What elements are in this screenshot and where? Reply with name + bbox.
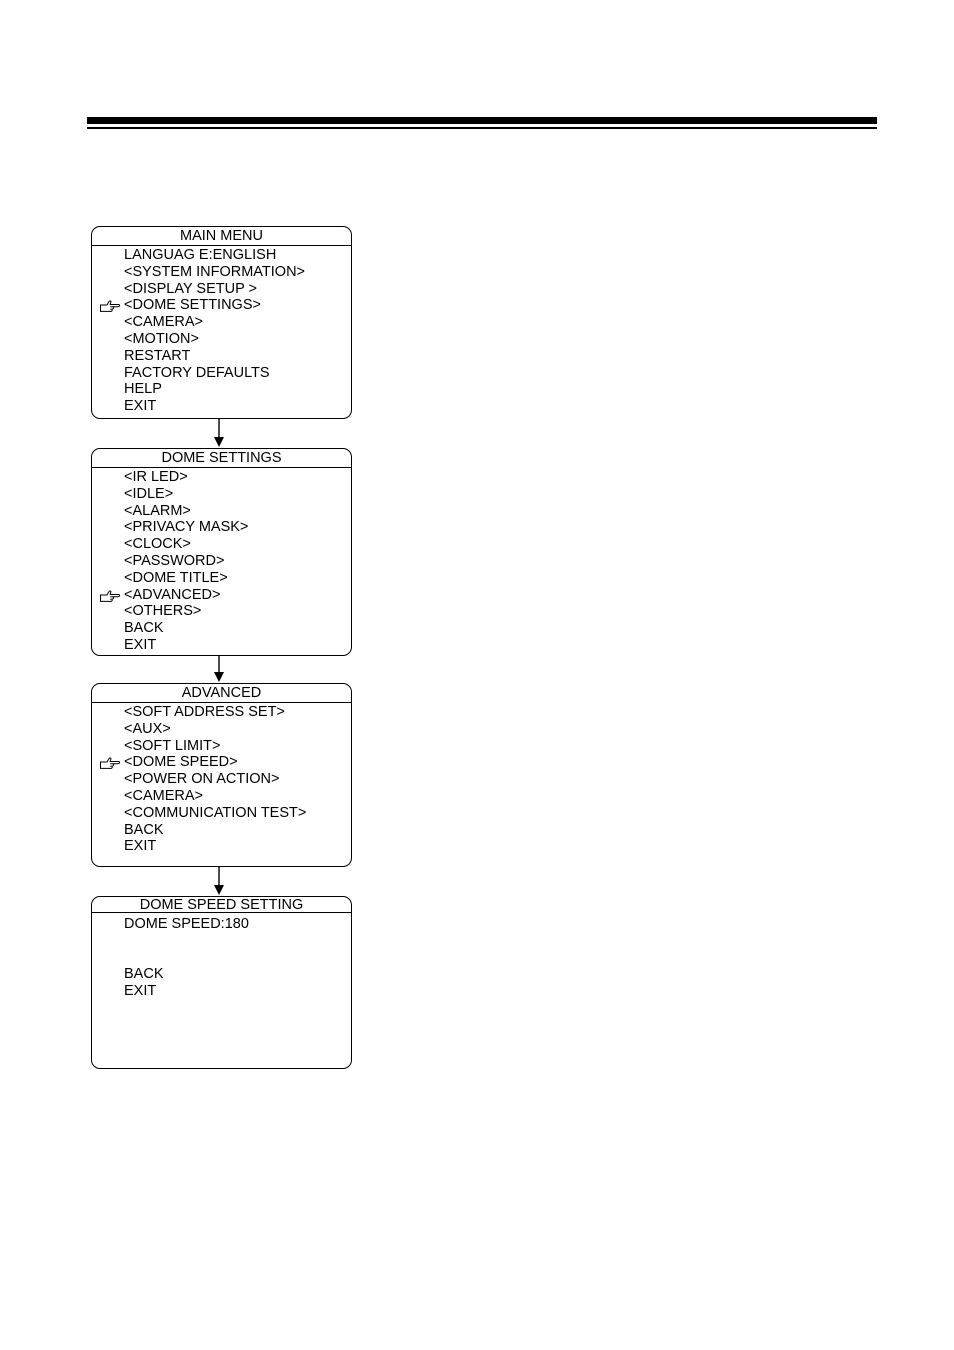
menu-item-label: <SOFT ADDRESS SET>: [124, 704, 285, 720]
menu-item[interactable]: [92, 933, 351, 950]
menu-item-label: BACK: [124, 821, 164, 838]
menu-item[interactable]: [92, 603, 351, 620]
menu-item-label: <COMMUNICATION TEST>: [124, 804, 307, 821]
menu-item-label: <PRIVACY MASK>: [124, 519, 249, 536]
menu-item-label: DOME SPEED:180: [124, 916, 249, 932]
menu-item[interactable]: [92, 738, 351, 755]
dome-settings-box: [91, 448, 352, 656]
menu-item[interactable]: [92, 916, 351, 933]
dome-speed-setting-box: [91, 896, 352, 1069]
menu-item-label: <ALARM>: [124, 502, 191, 519]
menu-item-label: <MOTION>: [124, 330, 199, 347]
menu-items: [92, 703, 351, 855]
menu-item-label: <DOME SPEED>: [124, 754, 238, 771]
menu-item[interactable]: [92, 486, 351, 503]
menu-item-label: <SOFT LIMIT>: [124, 737, 221, 754]
menu-item-label: <ADVANCED>: [124, 586, 221, 603]
menu-item[interactable]: [92, 331, 351, 348]
menu-item[interactable]: [92, 587, 351, 604]
menu-item-label: <CAMERA>: [124, 314, 203, 331]
menu-title: ADVANCED: [92, 684, 351, 703]
menu-item[interactable]: [92, 570, 351, 587]
menu-item-label: LANGUAG E:ENGLISH: [124, 247, 277, 263]
menu-title: MAIN MENU: [92, 227, 351, 246]
menu-item[interactable]: [92, 966, 351, 983]
menu-item[interactable]: [92, 950, 351, 967]
menu-item-label: <DOME SETTINGS>: [124, 297, 261, 314]
flow-arrow: [211, 867, 227, 896]
menu-title: DOME SETTINGS: [92, 449, 351, 468]
menu-item-label: <AUX>: [124, 720, 171, 737]
menu-item-label: <POWER ON ACTION>: [124, 771, 280, 788]
menu-items: [92, 246, 351, 415]
menu-item[interactable]: [92, 754, 351, 771]
menu-item[interactable]: [92, 788, 351, 805]
menu-title: DOME SPEED SETTING: [92, 897, 351, 913]
menu-item[interactable]: [92, 838, 351, 855]
menu-item-label: <DOME TITLE>: [124, 569, 228, 586]
menu-item[interactable]: [92, 348, 351, 365]
pointing-hand-icon: [99, 299, 121, 313]
menu-item[interactable]: [92, 771, 351, 788]
menu-item[interactable]: [92, 704, 351, 721]
menu-item[interactable]: [92, 281, 351, 298]
menu-item[interactable]: [92, 264, 351, 281]
menu-item-label: <IR LED>: [124, 469, 188, 485]
pointing-hand-icon: [99, 756, 121, 770]
menu-item-label: RESTART: [124, 347, 191, 364]
menu-item-label: <PASSWORD>: [124, 552, 225, 569]
pointing-hand-icon: [99, 589, 121, 603]
header-rule-thin: [87, 127, 877, 129]
menu-item[interactable]: [92, 365, 351, 382]
menu-item[interactable]: [92, 637, 351, 654]
menu-item[interactable]: [92, 381, 351, 398]
menu-item[interactable]: [92, 553, 351, 570]
menu-item-label: EXIT: [124, 636, 157, 653]
menu-item-label: BACK: [124, 966, 164, 983]
flow-arrow: [211, 656, 227, 683]
menu-item-label: EXIT: [124, 398, 157, 415]
header-rule-thick: [87, 117, 877, 124]
menu-item[interactable]: [92, 822, 351, 839]
menu-item[interactable]: [92, 983, 351, 1000]
menu-item[interactable]: [92, 536, 351, 553]
menu-item[interactable]: [92, 469, 351, 486]
menu-item[interactable]: [92, 297, 351, 314]
menu-item-label: BACK: [124, 620, 164, 637]
menu-item[interactable]: [92, 721, 351, 738]
menu-item-label: EXIT: [124, 838, 157, 855]
menu-item[interactable]: [92, 620, 351, 637]
menu-item-label: <CAMERA>: [124, 787, 203, 804]
main-menu-box: [91, 226, 352, 419]
menu-items: [92, 913, 351, 1000]
menu-item-label: HELP: [124, 381, 162, 398]
menu-item-label: <DISPLAY SETUP >: [124, 280, 257, 297]
menu-item[interactable]: [92, 519, 351, 536]
menu-item[interactable]: [92, 247, 351, 264]
flow-arrow: [211, 419, 227, 448]
menu-item-label: <SYSTEM INFORMATION>: [124, 263, 306, 280]
menu-item[interactable]: [92, 805, 351, 822]
menu-item-label: <IDLE>: [124, 485, 174, 502]
menu-item[interactable]: [92, 503, 351, 520]
menu-item[interactable]: [92, 398, 351, 415]
menu-item-label: <OTHERS>: [124, 603, 202, 620]
menu-items: [92, 468, 351, 654]
menu-item-label: FACTORY DEFAULTS: [124, 364, 270, 381]
menu-item[interactable]: [92, 314, 351, 331]
advanced-box: [91, 683, 352, 867]
menu-item-label: EXIT: [124, 983, 157, 1000]
menu-item-label: <CLOCK>: [124, 536, 191, 553]
